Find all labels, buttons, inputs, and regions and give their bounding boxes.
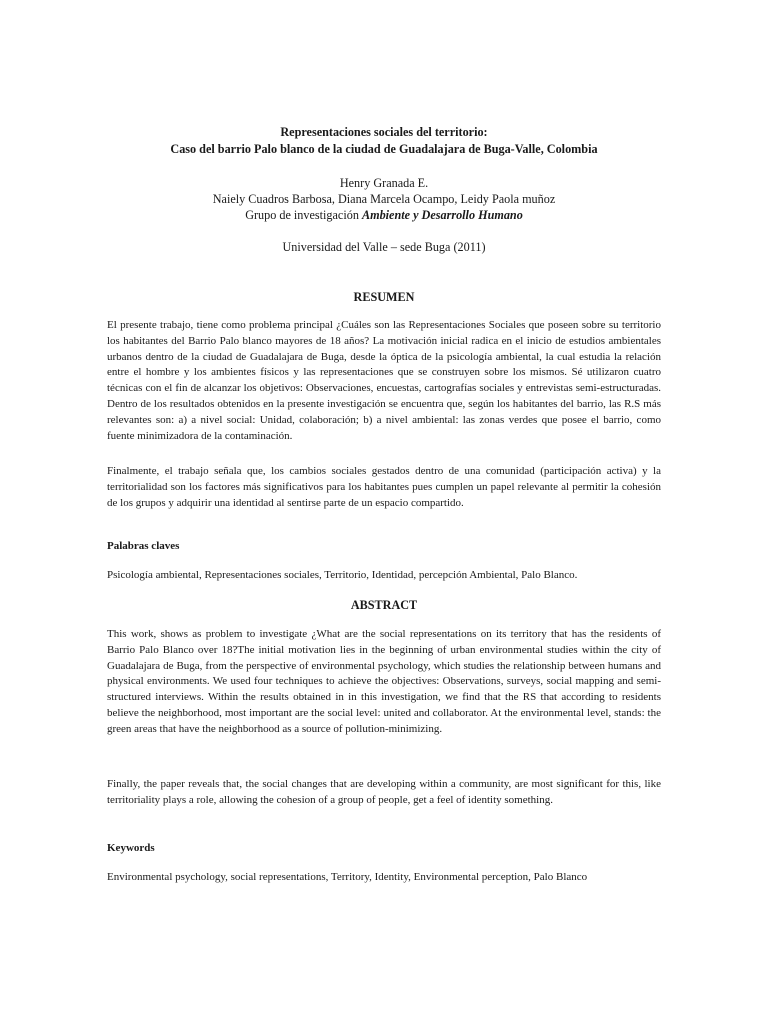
abstract-paragraph-1: This work, shows as problem to investigate ¿What are the social representations on its territory that has the residents of Barrio Palo Blanco over 18?The initial motivation lies in the beginning of urban environmental studies within the city of Guadalajara de Buga, from the perspective of environmental psychology, which studies the relationship between humans and physical environments. We used four techniques to achieve the objectives: Observations, surveys, social mapping and semi-structured interviews. Within the results obtained in in this investigation, we find that the RS that according to residents believe the neighborhood, most important are the social level: united and collaborator. At the environmental level, stands: the green areas that have the neighborhood as a source of pollution-minimizing. [107,628,661,735]
research-group-prefix: Grupo de investigación [245,208,362,222]
abstract-paragraph-2: Finally, the paper reveals that, the social changes that are developing within a community, are most significant for this, like territoriality plays a role, allowing the cohesion of a group of people, get a feel of identity something. [107,778,661,806]
research-group-name: Ambiente y Desarrollo Humano [361,208,523,222]
abstract-heading: ABSTRACT [350,598,418,612]
palabras-claves-list: Psicología ambiental, Representaciones sociales, Territorio, Identidad, percepción Ambiental, Palo Blanco. [107,569,578,581]
author-main: Henry Granada E. [339,176,429,190]
keywords-heading: Keywords [107,842,155,854]
title-line-2: Caso del barrio Palo blanco de la ciudad de Guadalajara de Buga-Valle, Colombia [170,142,598,156]
resumen-paragraph-1: El presente trabajo, tiene como problema principal ¿Cuáles son las Representaciones Sociales que poseen sobre su territorio los habitantes del Barrio Palo blanco mayores de 18 años? La motivación inicial radica en el inicio de estudios ambientales urbanos dentro de la ciudad de Guadalajara de Buga, desde la óptica de la psicología ambiental, la cual estudia la relación entre el hombre y los ambientes físicos y las representaciones que se construyen sobre los mismos. Sé utilizaron cuatro técnicas con el fin de alcanzar los objetivos: Observaciones, encuestas, cartografías sociales y entrevistas semi-estructuradas. Dentro de los resultados obtenidos en la presente investigación se encuentra que, según los habitantes del barrio, las R.S más relevantes son: a) a nivel social: Unidad, colaboración; b) a nivel ambiental: las zonas verdes que posee el barrio, como fuente minimizadora de la contaminación. [107,319,661,442]
coauthors: Naiely Cuadros Barbosa, Diana Marcela Ocampo, Leidy Paola muñoz [212,192,556,206]
research-group [0,207,768,224]
resumen-heading: RESUMEN [353,290,415,304]
palabras-claves-heading: Palabras claves [107,540,180,552]
affiliation: Universidad del Valle – sede Buga (2011) [282,240,486,254]
title-line-1: Representaciones sociales del territorio: [280,125,488,139]
resumen-paragraph-2: Finalmente, el trabajo señala que, los cambios sociales gestados dentro de una comunidad (participación activa) y la territorialidad son los factores más significativos para los habitantes pues cumplen un papel relevante al permitir la cohesión de los grupos y adquirir una identidad al sentirse parte de un espacio compartido. [107,465,661,509]
keywords-list: Environmental psychology, social representations, Territory, Identity, Environmental perception, Palo Blanco [107,871,588,883]
